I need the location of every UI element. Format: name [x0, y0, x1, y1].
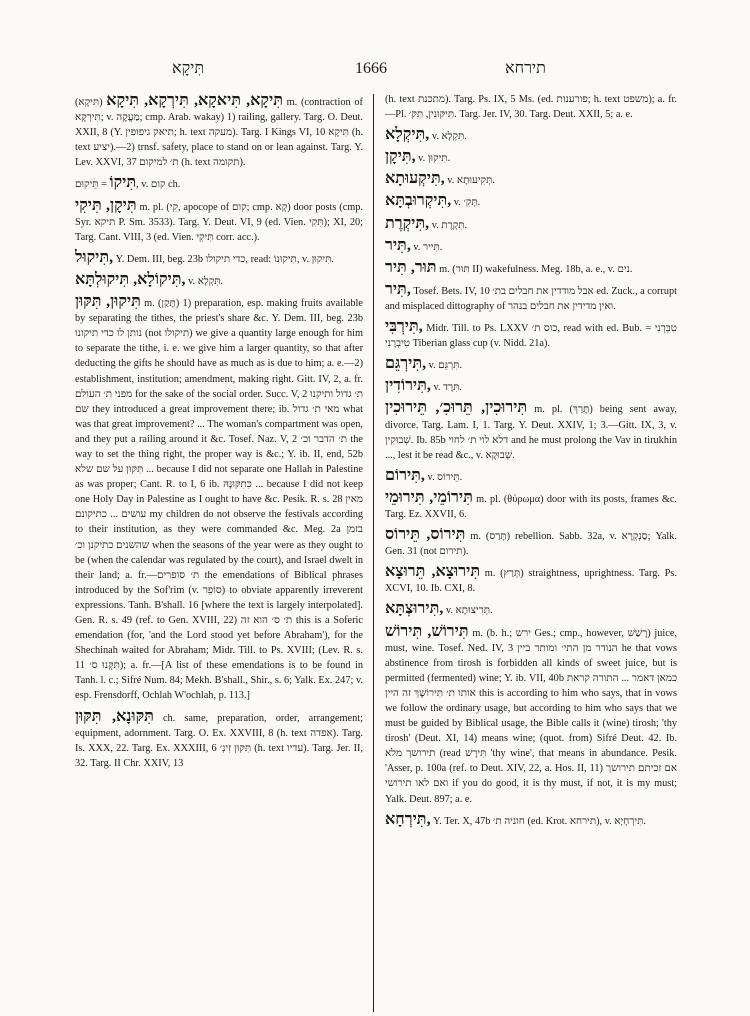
dictionary-entry: [385, 192, 677, 210]
header-left-word: תִּיקָא: [172, 60, 205, 77]
entry-text: m. pl. (קִי, apocope of קום; cmp. קָא) door posts (cmp. Syr. תיקא P. Sm. 3533). Targ. Y. Deut. VI, 9 (ed. Vien. תִּקִי); XI, 20; Targ. Cant. VIII, 3 (ed. Vien. תִּיקִי corr. acc.).: [75, 201, 364, 243]
entry-headword: תִּירוֹמֵי, תִּירוּמֵי: [385, 488, 473, 506]
page-header: [0, 60, 750, 84]
dictionary-entry: [75, 174, 363, 192]
dictionary-entry: [385, 377, 677, 395]
left-column: [75, 92, 363, 775]
entry-text: (תִּיקָא) m. (contraction of תִּירְקָא; v. מַעֲקֶה; cmp. Arab. wakay) 1) railing, gallery. Targ. O. Deut. XXII, 8 (Y. תיאק גיפופין; h. text מעקה). Targ. I Kings VI, 10 תִּיקָא (h. text יציע).—2) trnsf. safety, place to stand on or lean against. Targ. Y. Lev. XXVI, 37 ת׳ למיקום (h. text תקומה).: [75, 97, 364, 169]
dictionary-entry: [385, 489, 677, 522]
entry-headword: תִּיקָא, תִּיאקָא, תִּירְקָא, תִּיקָא: [106, 92, 283, 109]
dictionary-entry: [385, 811, 677, 829]
dictionary-entry: [385, 467, 677, 485]
entry-headword: תִּיקוּן, תִּקּוּן: [75, 293, 141, 311]
entry-text: Tosef. Bets. IV, 10 אבל מודדין את חבלים בת׳ ed. Zuck., a corrupt and misplaced dittography of ואין מדידין את חבלים בנהר.: [385, 285, 677, 312]
dictionary-entry: [385, 563, 677, 596]
entry-text: = תֵּיקוּם, v. קום ch.: [75, 179, 181, 191]
entry-text: v. תִּייר.: [413, 241, 443, 253]
entry-text: (h. text מתכנת). Targ. Ps. IX, 5 Ms. (ed. פורענות; h. text משפט); a. fr.—Pl. תִּיקּוּנִין, תִּקּ׳. Targ. Jer. IV, 30. Targ. Deut. XXII, 5; a. e.: [385, 94, 677, 121]
entry-text: v. תִּיקוּן.: [418, 153, 451, 165]
entry-headword: תִּירוֹם,: [385, 466, 425, 484]
entry-text: v. תִּרְגֵּם.: [428, 360, 463, 372]
dictionary-entry: [385, 148, 677, 166]
entry-headword: תִּיקְעוּתָא,: [385, 170, 445, 188]
dictionary-entry: [385, 170, 677, 188]
dictionary-entry: [75, 293, 363, 704]
dictionary-entry: [75, 708, 363, 771]
entry-headword: תִּיר,: [385, 280, 411, 298]
entry-headword: תִּיקָן, תִּיקִי: [75, 196, 137, 214]
entry-headword: תִּירוּצְתָּא,: [385, 600, 444, 618]
entry-text: m. (תָּרַס) rebellion. Sabb. 32a, v. סַנְקְרָא; Yalk. Gen. 31 (not תירום).: [385, 531, 678, 558]
entry-text: m. (b. h.; ירש Ges.; cmp., however, רָשַׁשׁ) juice, must, wine. Tosef. Ned. IV, 3 הנודר מן התי׳ ומותר ביין he that vows abstinence from tirosh is forbidden all kinds of sweet juice, but is permitted (fermented) wine; Y. ib. VII, 40b כמאן דאמר ... התורה קראת אותו ת׳ תִּירוֹשָׁךְ זה היין this is according to him who says, that in vows we follow the ordinary usage, but according to him who says that we must be guided by Biblical usage, the Bible calls it (wine) tirosh; 'thy tirosh' (Deut. XI, 14) means wine; (quot. from) Sifré Deut. 42. Ib. תירושך מלא (read תִּירָשׁ 'thy wine', that means in abundance. Pesik. 'Asser, p. 100a (ref. to Deut. XIV, 22, a. Hos. II, 11) אם זכיתם תירושך ואם לאו תירושי if you do good, it is thy must, if not, it is my must; Yalk. Deut. 897; a. e.: [385, 627, 677, 805]
entry-text: v. תְּקִ׳.: [453, 197, 481, 209]
dictionary-entry: [75, 92, 363, 170]
entry-text: m. (תּוּר II) wakefulness. Meg. 18b, a. e., v. נים.: [439, 263, 633, 275]
entry-text: ch. same, preparation, order, arrangement; equipment, adornment. Targ. O. Ex. XXVIII, 8 (h. text אפדה). Targ. Is. XXX, 22. Targ. Ex. XXXIII, 6 תִּקּוּן זִינְ׳ (h. text עדיו). Targ. Jer. II, 32. Targ. II Chr. XXIV, 13: [75, 712, 364, 769]
dictionary-entry: [385, 281, 677, 314]
dictionary-entry: [385, 623, 677, 807]
entry-text: v. תְּרִיצוּתָא.: [445, 605, 493, 617]
entry-headword: תִּקּוּנָא, תִּקּוּן: [75, 707, 154, 725]
entry-text: v. תְּקִיעוּתָא.: [447, 175, 495, 187]
entry-text: m. pl. (תָּרַךְ) being sent away, divorce. Targ. Lam. I, 1. Targ. Y. Deut. XXIV, 1; 3.—Gitt. IX, 3, v. שְׁבוּקִין. Ib. 85b דלא לוי ת׳ לחוי and he must prolong the Vav in tirukhin ..., lest it be read &c., v. שְׁבוּקָא.: [385, 404, 677, 461]
entry-headword: תִּירוּכִין, תֵּרוּכִ׳, תֵּירוּכִין: [385, 399, 528, 417]
entry-headword: תִּיקוֹ: [109, 174, 137, 192]
entry-text: Midr. Till. to Ps. LXXV כוס ת׳, read with ed. Bub. טִבֵּרְנִי = טִיבְרָנִי Tiberian glass cup (v. Nidd. 21a).: [385, 323, 677, 350]
entry-headword: תִּירוֹדִין,: [385, 377, 431, 395]
entry-headword: תִּיקוֹלָא, תִּיקוּלְתָּא,: [75, 270, 186, 288]
dictionary-entry: [385, 215, 677, 233]
dictionary-entry: [385, 259, 677, 277]
entry-headword: תִּירוּצָא, תֵּרוּצָא: [385, 563, 481, 581]
entry-headword: תִּיר,: [385, 236, 411, 254]
dictionary-entry: [385, 92, 677, 122]
entry-text: Y. Ter. X, 47b חוניה ת׳ (ed. Krot. תירחא), v. תִּירְחָיָא.: [433, 815, 646, 827]
entry-headword: תִּירְבִּי,: [385, 318, 423, 336]
dictionary-entry: [385, 600, 677, 618]
dictionary-entry: [385, 526, 677, 559]
dictionary-entry: [385, 399, 677, 462]
entry-text: m. (תְּרַץ) straightness, uprightness. Targ. Ps. XCVI, 10. Ib. CXI, 8.: [385, 568, 677, 595]
entry-text: v. תֵּירוֹס.: [427, 471, 463, 483]
dictionary-entry: [75, 271, 363, 289]
entry-headword: תִּירְגֵּם,: [385, 355, 427, 373]
entry-text: Y. Dem. III, beg. 23b כדי תיקולו, read: תִּיקוּנוֹ, v. תִּיקוּן.: [115, 253, 334, 265]
entry-text: v. תִּרָד.: [433, 382, 462, 394]
dictionary-entry: [385, 237, 677, 255]
entry-headword: תִּיקְרוּבְתָּא,: [385, 192, 452, 210]
entry-headword: תִּיקָן,: [385, 148, 416, 166]
dictionary-entry: [75, 197, 363, 245]
entry-headword: תִּירוֹס, תֵּירוֹס: [385, 526, 466, 544]
page-number: 1666: [355, 60, 387, 77]
entry-headword: תִּירְחָא,: [385, 810, 431, 828]
entry-text: v. תִּקְרֶת.: [431, 219, 468, 231]
entry-headword: תּוּר, תִּיר: [385, 258, 437, 276]
entry-headword: תִּיקוּל,: [75, 248, 114, 266]
entry-headword: תִּירוֹשׁ, תִּירוֹשׁ: [385, 622, 469, 640]
header-right-word: תירחא: [505, 60, 546, 77]
dictionary-entry: [385, 126, 677, 144]
dictionary-entry: [75, 249, 363, 267]
entry-text: v. תִּקְלָא.: [431, 131, 467, 143]
dictionary-entry: [385, 355, 677, 373]
entry-text: v. תִּקְלָא.: [188, 275, 224, 287]
dictionary-entry: [385, 318, 677, 351]
column-divider: [373, 94, 374, 1012]
entry-headword: תִּיקְרֶת,: [385, 214, 430, 232]
right-column: [385, 92, 677, 833]
entry-headword: תִּיקְלָא,: [385, 126, 430, 144]
entry-text: m. pl. (θύρωμα) door with its posts, frames &c. Targ. Ez. XXVII, 6.: [385, 493, 678, 520]
entry-text: m. (תָּקַן) 1) preparation, esp. making fruits available by separating the tithes, the priest's share &c. Y. Dem. III, beg. 23b נותן לו כדי תיקונו (not תיקולו) we give a quantity large enough for him to separate the tithe, i. e. we give him a larger quantity, so that after deducting the gifts he should have as much as is due to him; a. e.—2) establishment, institution; amendment, making right. Gitt. IV, 2, a. fr. מפני ת׳ העולם for the sake of the social order. Succ. V, 2 ת׳ גדול ותיקנו שם they introduced a great improvement there; ib. מאי ת׳ גדול what was that great improvement? ... The woman's compartment was open, and they put a railing around it &c. Tosef. Naz. V, 2 ת׳ הדבר וכ׳ the way to set the thing right, the proper way is &c.; Y. ib. II, end, 52b תִּקּוּן על שם שלא ... because I did not separate one Hallah in Palestine as was proper; Cant. R. to I, 6 ib. כִּתִקּוּנָהּ ... because I did not keep one Holy Day in Palestine as I ought to have &c. Pesik. R. s. 28 מאין עושים ... כתיקונם my children do not observe the festivals according to their institution, as they were commanded &c. Meg. 2a בזמן שהשנים כתיקנן וכ׳ when the seasons of the year were as they ought to be (when the calendar was regulated by the court), and Israel dwelt in their land; a. fr.—ת׳ סופרים the emendations of Biblical phrases introduced by the Sof'rim (v. סוֹפֵר) to obviate apparently irreverent expressions. Tanh. B'shall. 16 [where the text is largely interpolated]. Gen. R. s. 49 (ref. to Gen. XVIII, 22) ת׳ ס׳ הוא זה this is a Soferic emendation (for, 'and the Lord stood yet before Abraham'), for the Shechinah waited for Abraham; Midr. Till. to Ps. XVIII; (Lev. R. s. 11 תִּקְּנוּ ס׳); a. fr.—[A list of these emendations is to be found in Tanh. l. c.; Sifré Num. 84; Mekh. B'shall., Shir., s. 6; Yalk. Ex. 247; v. esp. Frensdorff, Ochlah W'ochlah, p. 113.]: [75, 298, 364, 702]
